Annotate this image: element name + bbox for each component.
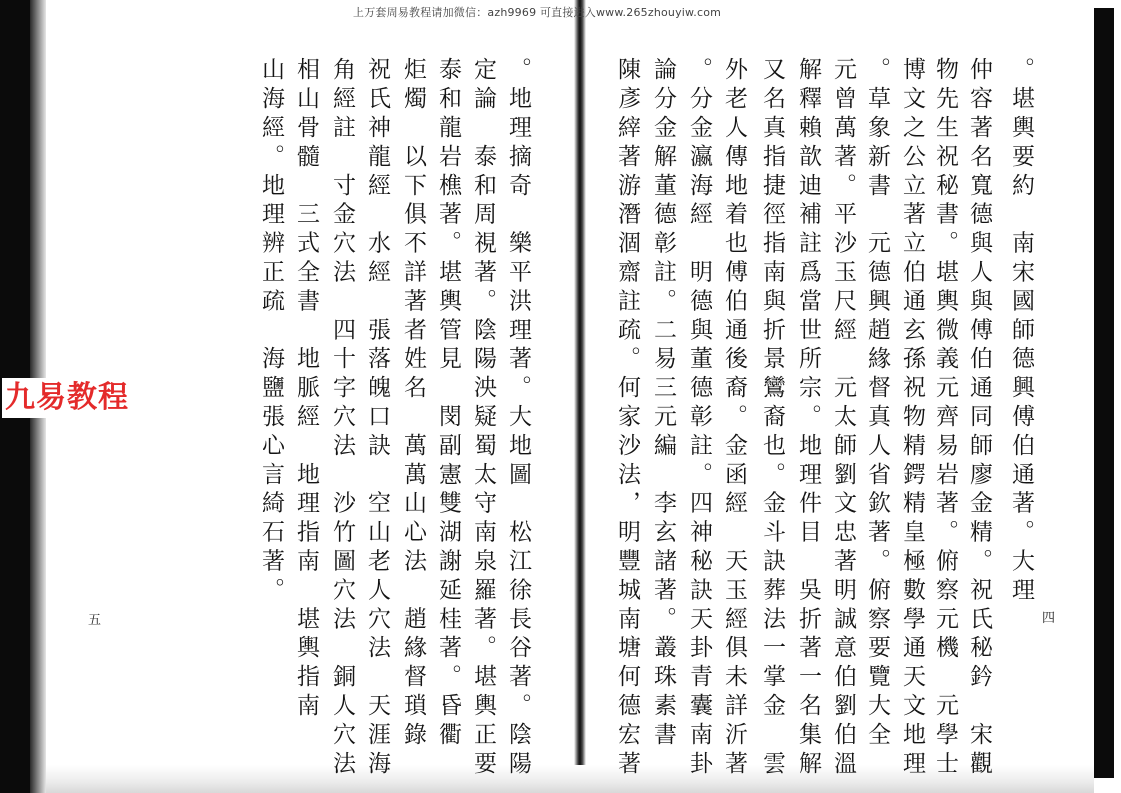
right-page-column: 。堪輿要約 南宋國師德興傅伯通著。大理 — [1008, 57, 1034, 607]
right-page-column: 物先生祝秘書。堪輿微義元齊易岩著。俯察元機 元學士 — [932, 57, 958, 780]
right-page-number: 四 — [1042, 611, 1056, 626]
left-page-number: 五 — [88, 613, 102, 628]
left-page-column: 。地理摘奇 樂平洪理著。大地圖 松江徐長谷著。陰陽 — [505, 57, 531, 780]
right-page-column: 陳彥縡著游潛涸齋註疏。何家沙法，明豐城南塘何德宏著 — [614, 57, 640, 780]
book-spine-gutter — [574, 0, 586, 793]
right-page-column: 元曾萬著。平沙玉尺經 元太師劉文忠著明誠意伯劉伯溫 — [830, 57, 856, 780]
right-page-column: 論分金解董德彰註。二易三元編 李玄諸著。叢珠素書 — [650, 57, 676, 751]
right-page-column: 仲容著名寬德與人與傅伯通同師廖金精。祝氏秘鈐 宋觀 — [966, 57, 992, 780]
left-page-column: 角經註 寸金穴法 四十字穴法 沙竹圖穴法 銅人穴法 — [329, 57, 355, 780]
left-page-column: 炬燭 以下俱不詳著者姓名 萬萬山心法 趙緣督瑣錄 — [400, 57, 426, 751]
watermark-text: 上万套周易教程请加微信：azh9969 可直接进入www.265zhouyiw.com — [353, 6, 722, 19]
watermark-logo: 九易教程 — [2, 378, 132, 418]
left-page-column: 定論 泰和周視著。陰陽泱疑蜀太守南泉羅著。堪輿正要 — [470, 57, 496, 780]
left-page-column: 相山骨髓 三式全書 地脈經 地理指南 堪輿指南 — [293, 57, 319, 722]
right-page-column: 解釋賴歆迪補註爲當世所宗。地理件目 吳折著一名集解 — [795, 57, 821, 780]
right-page-column: 博文之公立著立伯通玄孫祝物精鍔精皇極數學通天文地理 — [899, 57, 925, 780]
scan-edge-right — [1094, 8, 1114, 778]
right-page-column: 。草象新書 元德興趙緣督真人省欽著。俯察要覽大全 — [864, 57, 890, 751]
right-page-column: 。分金瀛海經 明德與董德彰註。四神秘訣天卦青囊南卦 — [686, 57, 712, 780]
left-page-column: 祝氏神龍經 水經 張落魄口訣 空山老人穴法 天涯海 — [364, 57, 390, 780]
left-page-column: 泰和龍岩樵著。堪輿管見 閔副憲雙湖謝延桂著。昏衢 — [435, 57, 461, 751]
left-page-column: 山海經。地理辨正疏 海鹽張心言綺石著。 — [258, 57, 284, 607]
right-page-column: 又名真指捷徑指南與折景鸞裔也。金斗訣葬法一掌金 雲 — [759, 57, 785, 780]
right-page-column: 外老人傳地着也傅伯通後裔。金函經 天玉經俱未詳沂著 — [721, 57, 747, 780]
